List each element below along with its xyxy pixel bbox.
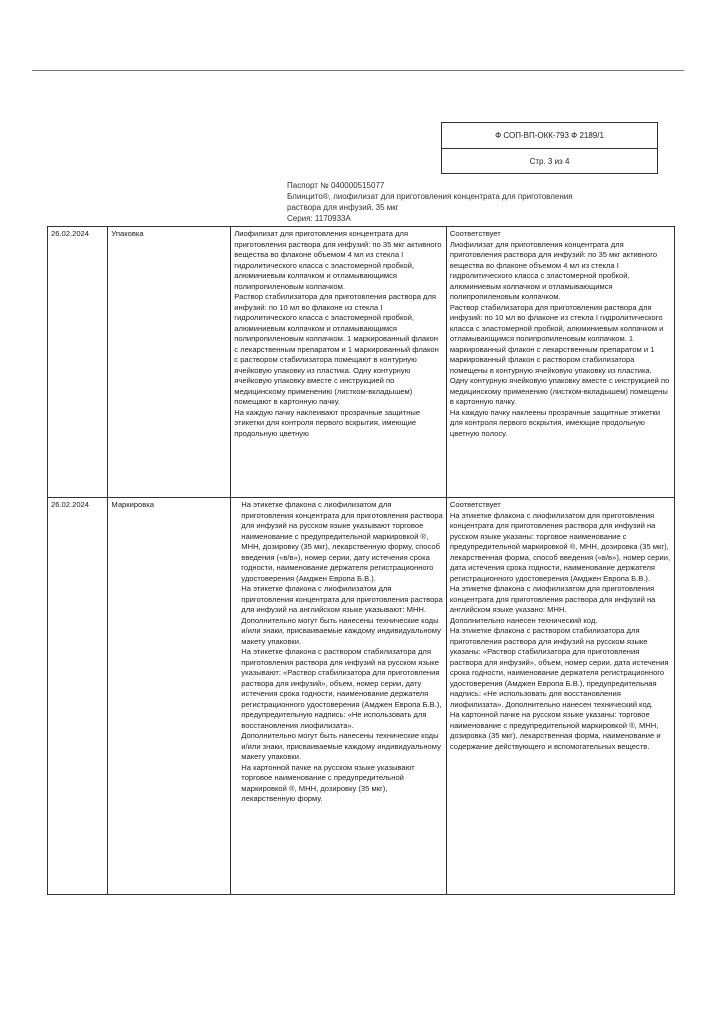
row-result: Соответствует На этикетке флакона с лиофилизатом для приготовления концентрата для приготовления раствора для инфузий на русском языке указаны: торговое наименование с предупредительной маркировкой ®, МНН, дозировка (35 мкг), лекарственная форма, способ введения («в/в»), номер серии, дата истечения срока годности, наименование держателя регистрационного удостоверения (Амджен Европа Б.В.). На этикетке флакона с лиофилизатом для приготовления концентрата для приготовления раствора для инфузий на английском языке указано: МНН. Дополнительно нанесен технический код. На этикетке флакона с раствором стабилизатора для приготовления раствора для инфузий на русском языке указаны: «Раствор стабилизатора для приготовления раствора для инфузий», объем, номер серии, дата истечения срока годности, наименование держателя регистрационного удостоверения (Амджен Европа Б.В.), предупредительная надпись: «Не использовать для восстановления лиофилизата». Дополнительно нанесен технический код. На картонной пачке на русском языке указаны: торговое наименование с предупредительной маркировкой ®, МНН, дозировка (35 мкг), лекарственная форма, наименование и содержание действующего и вспомогательных веществ. — [446, 498, 674, 895]
product-name-cont: раствора для инфузий, 35 мкг — [287, 203, 399, 212]
form-code-box — [441, 122, 658, 174]
table-row — [48, 227, 675, 498]
product-name: Блинцито®, лиофилизат для приготовления концентрата для приготовления — [287, 192, 573, 201]
header-rule — [32, 70, 684, 71]
row-parameter: Упаковка — [108, 227, 231, 498]
row-date: 26.02.2024 — [48, 498, 108, 895]
form-code: Ф СОП-ВП-ОКК-793 Ф 2189/1 — [495, 131, 604, 140]
row-requirement: На этикетке флакона с лиофилизатом для приготовления концентрата для приготовления раствора для инфузий на русском языке указывают торговое наименование с предупредительной маркировкой ®, МНН, дозировку (35 мкг), лекарственную форму, способ введения («в/в»), номер серии, дату истечения срока годности, наименование держателя регистрационного удостоверения (Амджен Европа Б.В.). На этикетке флакона с лиофилизатом для приготовления концентрата для приготовления раствора для инфузий на английском языке указывают: МНН. Дополнительно могут быть нанесены технические коды и/или знаки, присваиваемые каждому индивидуальному макету упаковки. На этикетке флакона с раствором стабилизатора для приготовления раствора для инфузий на русском языке указывают: «Раствор стабилизатора для приготовления раствора для инфузий», объем, номер серии, дату истечения срока годности, наименование держателя регистрационного удостоверения (Амджен Европа Б.В.), предупредительную надпись: «Не использовать для восстановления лиофилизата». Дополнительно могут быть нанесены технические коды и/или знаки, присваиваемые каждому индивидуальному макету упаковки. На картонной пачке на русском языке указывают торговое наименование с предупредительной маркировкой ®, МНН, дозировку (35 мкг), лекарственную форму. — [231, 498, 447, 895]
table-row — [48, 498, 675, 895]
row-date: 26.02.2024 — [48, 227, 108, 498]
row-parameter: Маркировка — [108, 498, 231, 895]
page-number: Стр. 3 из 4 — [442, 148, 657, 174]
batch-number: Серия: 1170933А — [287, 214, 351, 223]
passport-number: Паспорт № 040000515077 — [287, 181, 385, 190]
row-result: Соответствует Лиофилизат для приготовления концентрата для приготовления раствора для инфузий: по 35 мкг активного вещества во флаконе объемом 4 мл из стекла I гидролитического класса с эластомерной пробкой, алюминиевым колпачком и отламывающимся полипропиленовым колпачком. Раствор стабилизатора для приготовления раствора для инфузий: по 10 мл во флаконе из стекла I гидролитического класса с эластомерной пробкой, алюминиевым колпачком и отламывающимся полипропиленовым колпачком. 1 маркированный флакон с лекарственным препаратом и 1 маркированный флакон с раствором стабилизатора помещены в контурную ячейковую упаковку из пластика. Одну контурную ячейковую упаковку вместе с инструкцией по медицинскому применению (листком-вкладышем) помещены в картонную пачку. На каждую пачку наклеены прозрачные защитные этикетки для контроля первого вскрытия, имеющие продольную цветную полосу. — [446, 227, 674, 498]
row-requirement: Лиофилизат для приготовления концентрата для приготовления раствора для инфузий: по 35 мкг активного вещества во флаконе объемом 4 мл из стекла I гидролитического класса с эластомерной пробкой, алюминиевым колпачком и отламывающимся полипропиленовым колпачком. Раствор стабилизатора для приготовления раствора для инфузий: по 10 мл во флаконе из стекла I гидролитического класса с эластомерной пробкой, алюминиевым колпачком и отламывающимся полипропиленовым колпачком. 1 маркированный флакон с лекарственным препаратом и 1 маркированный флакон с раствором стабилизатора помещают в контурную ячейковую упаковку из пластика. Одну контурную ячейковую упаковку вместе с инструкцией по медицинскому применению (листком-вкладышем) помещают в картонную пачку. На каждую пачку наклеивают прозрачные защитные этикетки для контроля первого вскрытия, имеющие продольную цветную — [231, 227, 447, 498]
passport-header — [287, 180, 617, 224]
test-results-table — [47, 226, 675, 895]
